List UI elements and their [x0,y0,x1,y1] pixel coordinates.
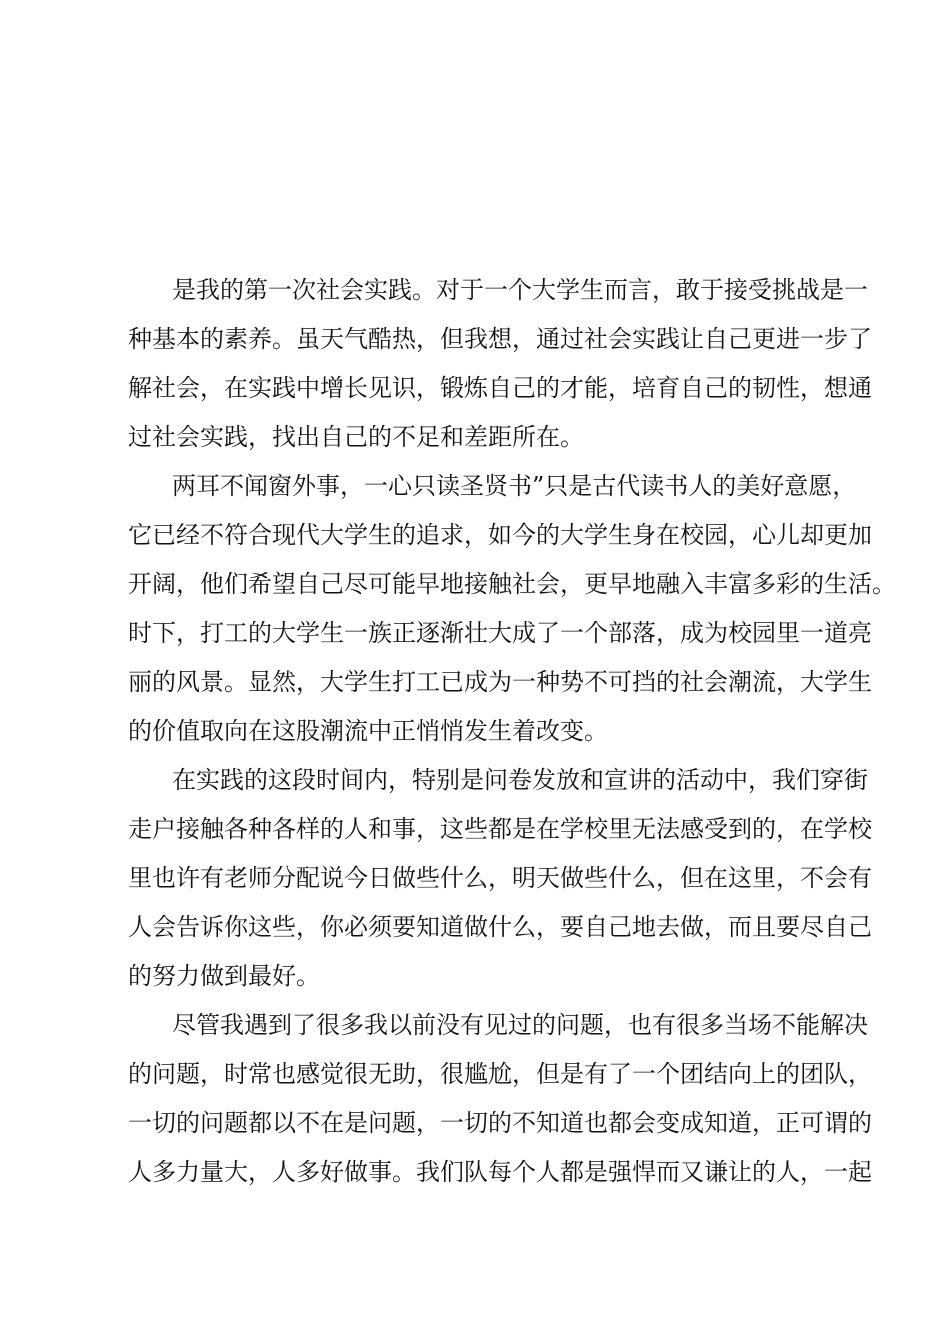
paragraph-2 [128,462,896,756]
paragraph-line: 人多力量大，人多好做事。我们队每个人都是强悍而又谦让的人，一起 [128,1158,872,1186]
paragraph-line: 过社会实践，找出自己的不足和差距所在。 [128,423,584,451]
paragraph-line: 一切的问题都以不在是问题，一切的不知道也都会变成知道，正可谓的 [128,1109,872,1137]
paragraph-line: 的问题，时常也感觉很无助，很尴尬，但是有了一个团结向上的团队， [128,1060,872,1088]
paragraph-line: 丽的风景。显然，大学生打工已成为一种势不可挡的社会潮流，大学生 [128,668,872,696]
paragraph-line: 在实践的这段时间内，特别是问卷发放和宣讲的活动中，我们穿街 [172,766,868,794]
paragraph-line: 种基本的素养。虽天气酷热，但我想，通过社会实践让自己更进一步了 [128,325,872,353]
paragraph-line: 人会告诉你这些，你必须要知道做什么，要自己地去做，而且要尽自己 [128,913,872,941]
paragraph-line: 解社会，在实践中增长见识，锻炼自己的才能，培育自己的韧性，想通 [128,374,872,402]
paragraph-line: 尽管我遇到了很多我以前没有见过的问题，也有很多当场不能解决 [172,1011,868,1039]
paragraph-line: 是我的第一次社会实践。对于一个大学生而言，敢于接受挑战是一 [172,276,868,304]
paragraph-4 [128,1001,872,1197]
paragraph-line: 它已经不符合现代大学生的追求，如今的大学生身在校园，心儿却更加 [128,521,872,549]
paragraph-line: 的努力做到最好。 [128,962,320,990]
paragraph-3 [128,756,872,1001]
paragraph-line: 走户接触各种各样的人和事，这些都是在学校里无法感受到的，在学校 [128,815,872,843]
document-body [128,266,896,1197]
paragraph-line: 两耳不闻窗外事，一心只读圣贤书”只是古代读书人的美好意愿， [172,472,857,500]
paragraph-line: 开阔，他们希望自己尽可能早地接触社会，更早地融入丰富多彩的生活。 [128,570,896,598]
paragraph-line: 的价值取向在这股潮流中正悄悄发生着改变。 [128,717,608,745]
paragraph-line: 时下，打工的大学生一族正逐渐壮大成了一个部落，成为校园里一道亮 [128,619,872,647]
paragraph-line: 里也许有老师分配说今日做些什么，明天做些什么，但在这里，不会有 [128,864,872,892]
paragraph-1 [128,266,872,462]
